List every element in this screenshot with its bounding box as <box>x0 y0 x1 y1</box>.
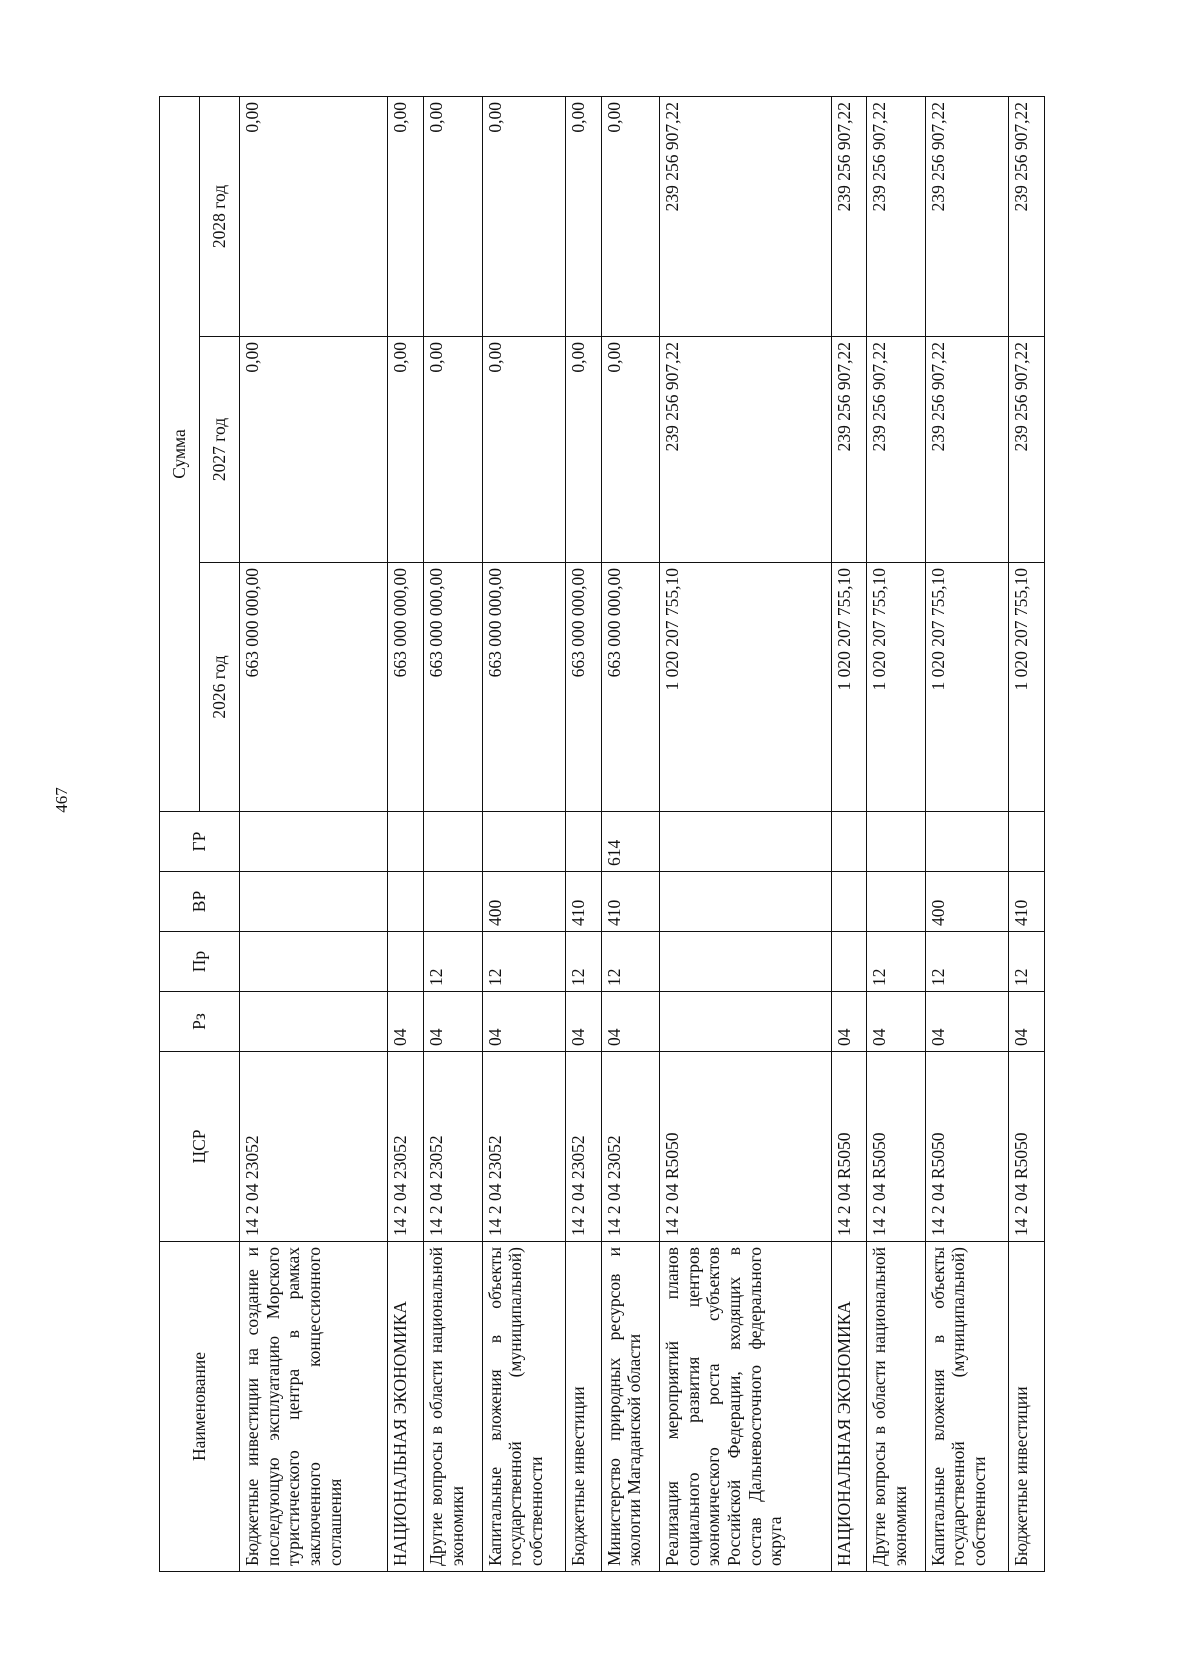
row-2027-cell: 239 256 907,22 <box>831 337 867 563</box>
table-row <box>566 97 602 1572</box>
table-row <box>240 97 388 1572</box>
row-pr-cell: 12 <box>867 932 926 992</box>
row-rz-cell <box>240 992 388 1052</box>
row-csr-cell: 14 2 04 R5050 <box>1009 1052 1045 1242</box>
row-vr-cell <box>388 872 424 932</box>
row-2026-cell: 1 020 207 755,10 <box>831 563 867 812</box>
row-gr-cell <box>388 812 424 872</box>
row-gr-cell <box>240 812 388 872</box>
row-gr-cell <box>867 812 926 872</box>
row-vr-cell: 410 <box>1009 872 1045 932</box>
row-csr-cell: 14 2 04 R5050 <box>660 1052 831 1242</box>
table-row <box>423 97 482 1572</box>
row-gr-cell <box>660 812 831 872</box>
row-name-cell: Бюджетные инвестиции <box>1009 1242 1045 1572</box>
row-name-cell: Министерство природных ресурсов и экологии Магаданской области <box>601 1242 660 1572</box>
header-sum: Сумма <box>160 97 200 812</box>
row-csr-cell: 14 2 04 23052 <box>388 1052 424 1242</box>
row-name-cell: Капитальные вложения в объекты государственной (муниципальной) собственности <box>482 1242 566 1572</box>
row-vr-cell: 410 <box>566 872 602 932</box>
row-2028-cell: 0,00 <box>482 97 566 337</box>
row-2027-cell: 0,00 <box>423 337 482 563</box>
row-2027-cell: 0,00 <box>388 337 424 563</box>
row-2026-cell: 663 000 000,00 <box>240 563 388 812</box>
row-rz-cell: 04 <box>388 992 424 1052</box>
row-2028-cell: 0,00 <box>566 97 602 337</box>
table-row <box>867 97 926 1572</box>
row-gr-cell <box>1009 812 1045 872</box>
row-vr-cell: 400 <box>482 872 566 932</box>
row-csr-cell: 14 2 04 23052 <box>240 1052 388 1242</box>
page-number: 467 <box>52 787 71 813</box>
row-pr-cell <box>388 932 424 992</box>
row-pr-cell: 12 <box>1009 932 1045 992</box>
row-2027-cell: 0,00 <box>601 337 660 563</box>
row-csr-cell: 14 2 04 23052 <box>566 1052 602 1242</box>
row-2026-cell: 663 000 000,00 <box>566 563 602 812</box>
row-2028-cell: 239 256 907,22 <box>660 97 831 337</box>
row-rz-cell: 04 <box>831 992 867 1052</box>
row-2027-cell: 0,00 <box>566 337 602 563</box>
budget-table <box>159 96 1045 1572</box>
row-vr-cell <box>831 872 867 932</box>
row-csr-cell: 14 2 04 R5050 <box>831 1052 867 1242</box>
row-rz-cell: 04 <box>867 992 926 1052</box>
header-rz: Рз <box>160 992 240 1052</box>
row-2026-cell: 663 000 000,00 <box>388 563 424 812</box>
row-2028-cell: 239 256 907,22 <box>831 97 867 337</box>
header-2028: 2028 год <box>200 97 240 337</box>
table-row <box>1009 97 1045 1572</box>
row-vr-cell <box>660 872 831 932</box>
row-2027-cell: 239 256 907,22 <box>1009 337 1045 563</box>
row-2028-cell: 0,00 <box>388 97 424 337</box>
row-vr-cell: 400 <box>925 872 1009 932</box>
row-2026-cell: 1 020 207 755,10 <box>925 563 1009 812</box>
row-2026-cell: 663 000 000,00 <box>482 563 566 812</box>
row-rz-cell: 04 <box>601 992 660 1052</box>
row-rz-cell: 04 <box>482 992 566 1052</box>
row-2026-cell: 1 020 207 755,10 <box>1009 563 1045 812</box>
row-gr-cell <box>423 812 482 872</box>
row-rz-cell: 04 <box>925 992 1009 1052</box>
table-row <box>831 97 867 1572</box>
row-rz-cell: 04 <box>423 992 482 1052</box>
rotated-table-container <box>159 97 1045 1572</box>
row-rz-cell: 04 <box>566 992 602 1052</box>
row-2028-cell: 239 256 907,22 <box>867 97 926 337</box>
row-2027-cell: 239 256 907,22 <box>660 337 831 563</box>
row-2027-cell: 0,00 <box>482 337 566 563</box>
table-row <box>388 97 424 1572</box>
row-csr-cell: 14 2 04 23052 <box>482 1052 566 1242</box>
row-vr-cell <box>867 872 926 932</box>
row-name-cell: Другие вопросы в области национальной экономики <box>867 1242 926 1572</box>
row-2026-cell: 663 000 000,00 <box>423 563 482 812</box>
row-2026-cell: 1 020 207 755,10 <box>867 563 926 812</box>
row-name-cell: Реализация мероприятий планов социального развития центров экономического роста субъектов Российской Федерации, входящих в состав Дальневосточного федерального округа <box>660 1242 831 1572</box>
row-csr-cell: 14 2 04 23052 <box>423 1052 482 1242</box>
row-gr-cell <box>566 812 602 872</box>
row-vr-cell <box>423 872 482 932</box>
table-row <box>601 97 660 1572</box>
row-vr-cell: 410 <box>601 872 660 932</box>
row-name-cell: Бюджетные инвестиции на создание и последующую эксплуатацию Морского туристического центра в рамках заключенного концессионного соглашения <box>240 1242 388 1572</box>
row-2027-cell: 0,00 <box>240 337 388 563</box>
row-name-cell: Другие вопросы в области национальной экономики <box>423 1242 482 1572</box>
row-csr-cell: 14 2 04 23052 <box>601 1052 660 1242</box>
row-csr-cell: 14 2 04 R5050 <box>867 1052 926 1242</box>
header-2027: 2027 год <box>200 337 240 563</box>
row-2028-cell: 0,00 <box>601 97 660 337</box>
header-vr: ВР <box>160 872 240 932</box>
header-2026: 2026 год <box>200 563 240 812</box>
row-rz-cell: 04 <box>1009 992 1045 1052</box>
row-2028-cell: 239 256 907,22 <box>1009 97 1045 337</box>
header-csr: ЦСР <box>160 1052 240 1242</box>
row-gr-cell <box>925 812 1009 872</box>
row-rz-cell <box>660 992 831 1052</box>
row-gr-cell <box>482 812 566 872</box>
row-pr-cell: 12 <box>482 932 566 992</box>
header-name: Наименование <box>160 1242 240 1572</box>
row-pr-cell: 12 <box>566 932 602 992</box>
row-name-cell: Бюджетные инвестиции <box>566 1242 602 1572</box>
row-pr-cell <box>660 932 831 992</box>
table-row <box>925 97 1009 1572</box>
row-2028-cell: 0,00 <box>240 97 388 337</box>
header-pr: Пр <box>160 932 240 992</box>
row-name-cell: НАЦИОНАЛЬНАЯ ЭКОНОМИКА <box>831 1242 867 1572</box>
row-2028-cell: 239 256 907,22 <box>925 97 1009 337</box>
row-2027-cell: 239 256 907,22 <box>867 337 926 563</box>
table-row <box>482 97 566 1572</box>
row-gr-cell: 614 <box>601 812 660 872</box>
row-2027-cell: 239 256 907,22 <box>925 337 1009 563</box>
row-csr-cell: 14 2 04 R5050 <box>925 1052 1009 1242</box>
table-row <box>660 97 831 1572</box>
row-name-cell: Капитальные вложения в объекты государственной (муниципальной) собственности <box>925 1242 1009 1572</box>
row-pr-cell <box>240 932 388 992</box>
row-2028-cell: 0,00 <box>423 97 482 337</box>
row-gr-cell <box>831 812 867 872</box>
row-pr-cell: 12 <box>601 932 660 992</box>
row-2026-cell: 663 000 000,00 <box>601 563 660 812</box>
row-pr-cell <box>831 932 867 992</box>
row-2026-cell: 1 020 207 755,10 <box>660 563 831 812</box>
row-vr-cell <box>240 872 388 932</box>
row-pr-cell: 12 <box>925 932 1009 992</box>
row-name-cell: НАЦИОНАЛЬНАЯ ЭКОНОМИКА <box>388 1242 424 1572</box>
row-pr-cell: 12 <box>423 932 482 992</box>
header-gr: ГР <box>160 812 240 872</box>
